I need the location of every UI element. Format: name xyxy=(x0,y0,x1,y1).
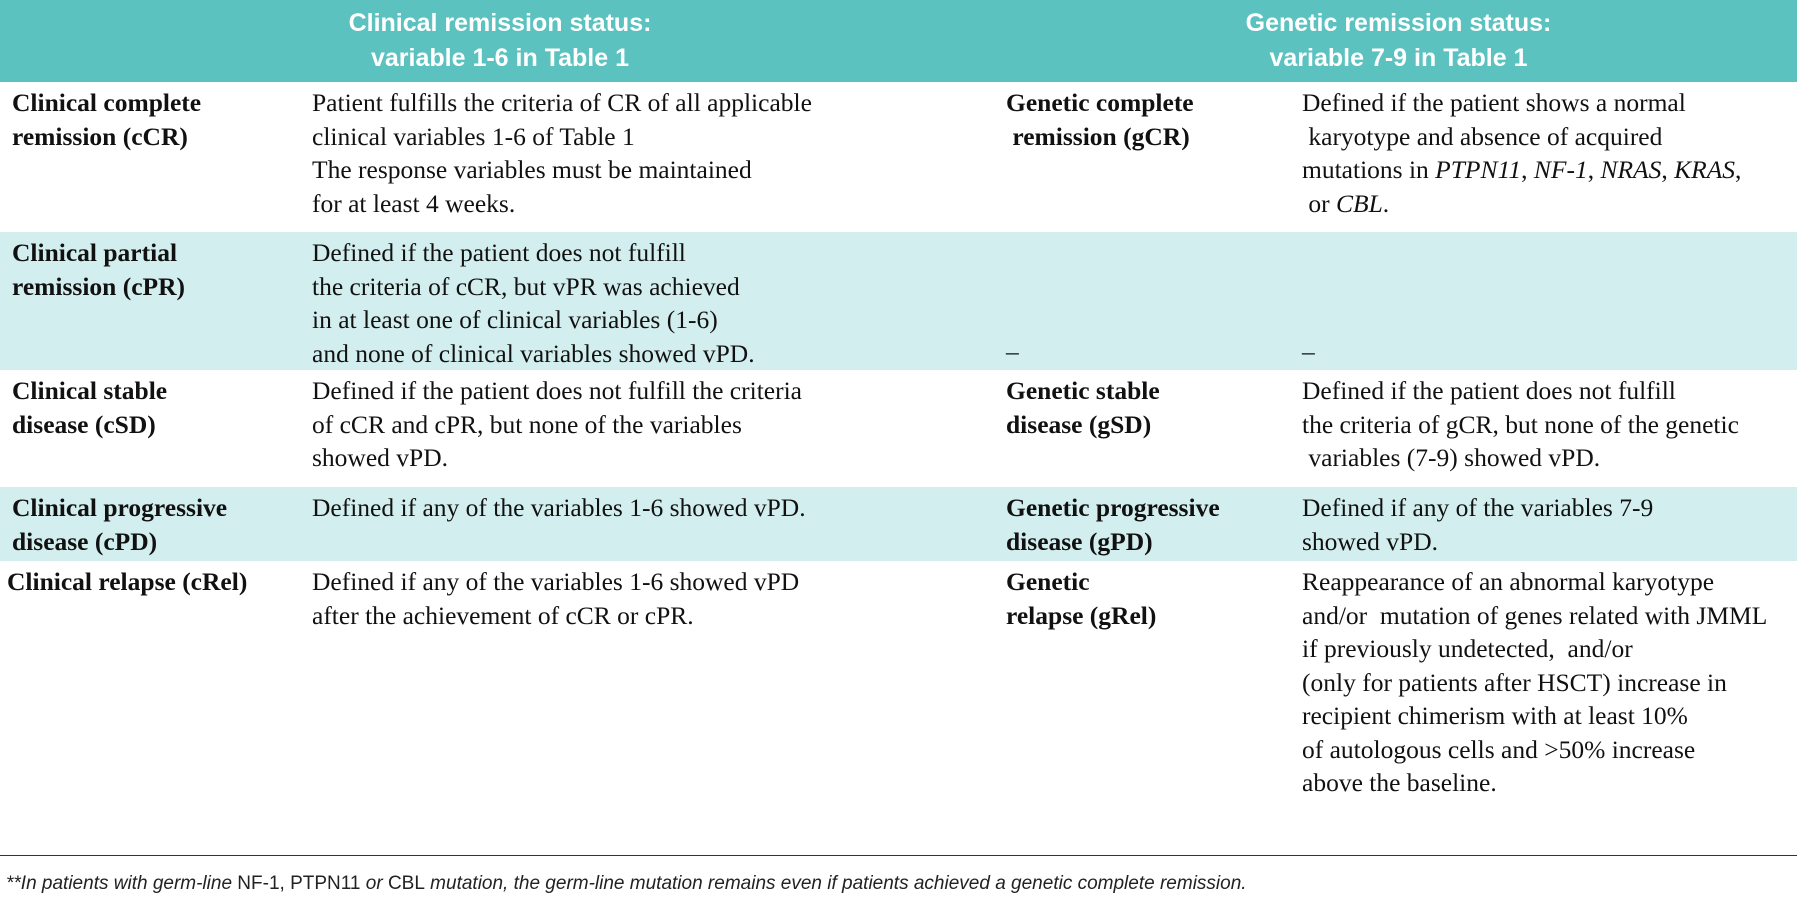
clinical-label-cpr: Clinical partial remission (cPR) xyxy=(0,232,300,370)
genetic-definition-gsd: Defined if the patient does not fulfill the criteria of gCR, but none of the genetic variables (7-9) showed vPD. xyxy=(1302,376,1739,472)
genetic-label-grel: Genetic relapse (gRel) xyxy=(1006,567,1157,630)
clinical-label-ccr: Clinical complete remission (cCR) xyxy=(12,88,202,151)
genetic-header: Genetic remission status: variable 7-9 in Table 1 xyxy=(1000,0,1797,82)
table-row xyxy=(0,370,1797,487)
genetic-definition-gpd: Defined if any of the variables 7-9 showed vPD. xyxy=(1300,487,1797,561)
table-bottom-rule xyxy=(0,855,1797,856)
header-row xyxy=(0,0,1797,82)
clinical-label-cpd: Clinical progressive disease (cPD) xyxy=(0,487,300,561)
clinical-definition-ccr: Patient fulfills the criteria of CR of all applicable clinical variables 1-6 of Table 1 The response variables must be maintained for at least 4 weeks. xyxy=(312,88,812,218)
table-row xyxy=(0,487,1797,561)
genetic-label-gpd: Genetic progressive disease (gPD) xyxy=(1000,487,1300,561)
clinical-header: Clinical remission status: variable 1-6 in Table 1 xyxy=(0,0,1000,82)
genetic-label-empty: – xyxy=(1000,232,1300,370)
table-row xyxy=(0,232,1797,370)
table-footnote: **In patients with germ-line NF-1, PTPN11 or CBL mutation, the germ-line mutation remains even if patients achieved a genetic complete remission. xyxy=(6,873,1247,894)
table-row xyxy=(0,561,1797,816)
genetic-label-gcr: Genetic complete remission (gCR) xyxy=(1006,88,1194,151)
clinical-definition-cpr: Defined if the patient does not fulfill the criteria of cCR, but vPR was achieved in at least one of clinical variables (1-6) and none of clinical variables showed vPD. xyxy=(300,232,1000,370)
table-row xyxy=(0,82,1797,232)
genetic-definition-empty: – xyxy=(1300,232,1797,370)
genetic-definition-grel: Reappearance of an abnormal karyotype and/or mutation of genes related with JMML if previously undetected, and/or (only for patients after HSCT) increase in recipient chimerism with at least 10% of autologous cells and >50% increase above the baseline. xyxy=(1302,567,1768,797)
clinical-label-crel: Clinical relapse (cRel) xyxy=(7,567,248,596)
clinical-definition-csd: Defined if the patient does not fulfill the criteria of cCR and cPR, but none of the variables showed vPD. xyxy=(312,376,802,472)
genetic-definition-gcr: Defined if the patient shows a normal karyotype and absence of acquired mutations in PTPN11, NF-1, NRAS, KRAS, or CBL. xyxy=(1302,88,1748,218)
genetic-label-gsd: Genetic stable disease (gSD) xyxy=(1006,376,1160,439)
clinical-definition-crel: Defined if any of the variables 1-6 showed vPD after the achievement of cCR or cPR. xyxy=(312,567,800,630)
clinical-definition-cpd: Defined if any of the variables 1-6 showed vPD. xyxy=(300,487,1000,561)
clinical-label-csd: Clinical stable disease (cSD) xyxy=(12,376,168,439)
